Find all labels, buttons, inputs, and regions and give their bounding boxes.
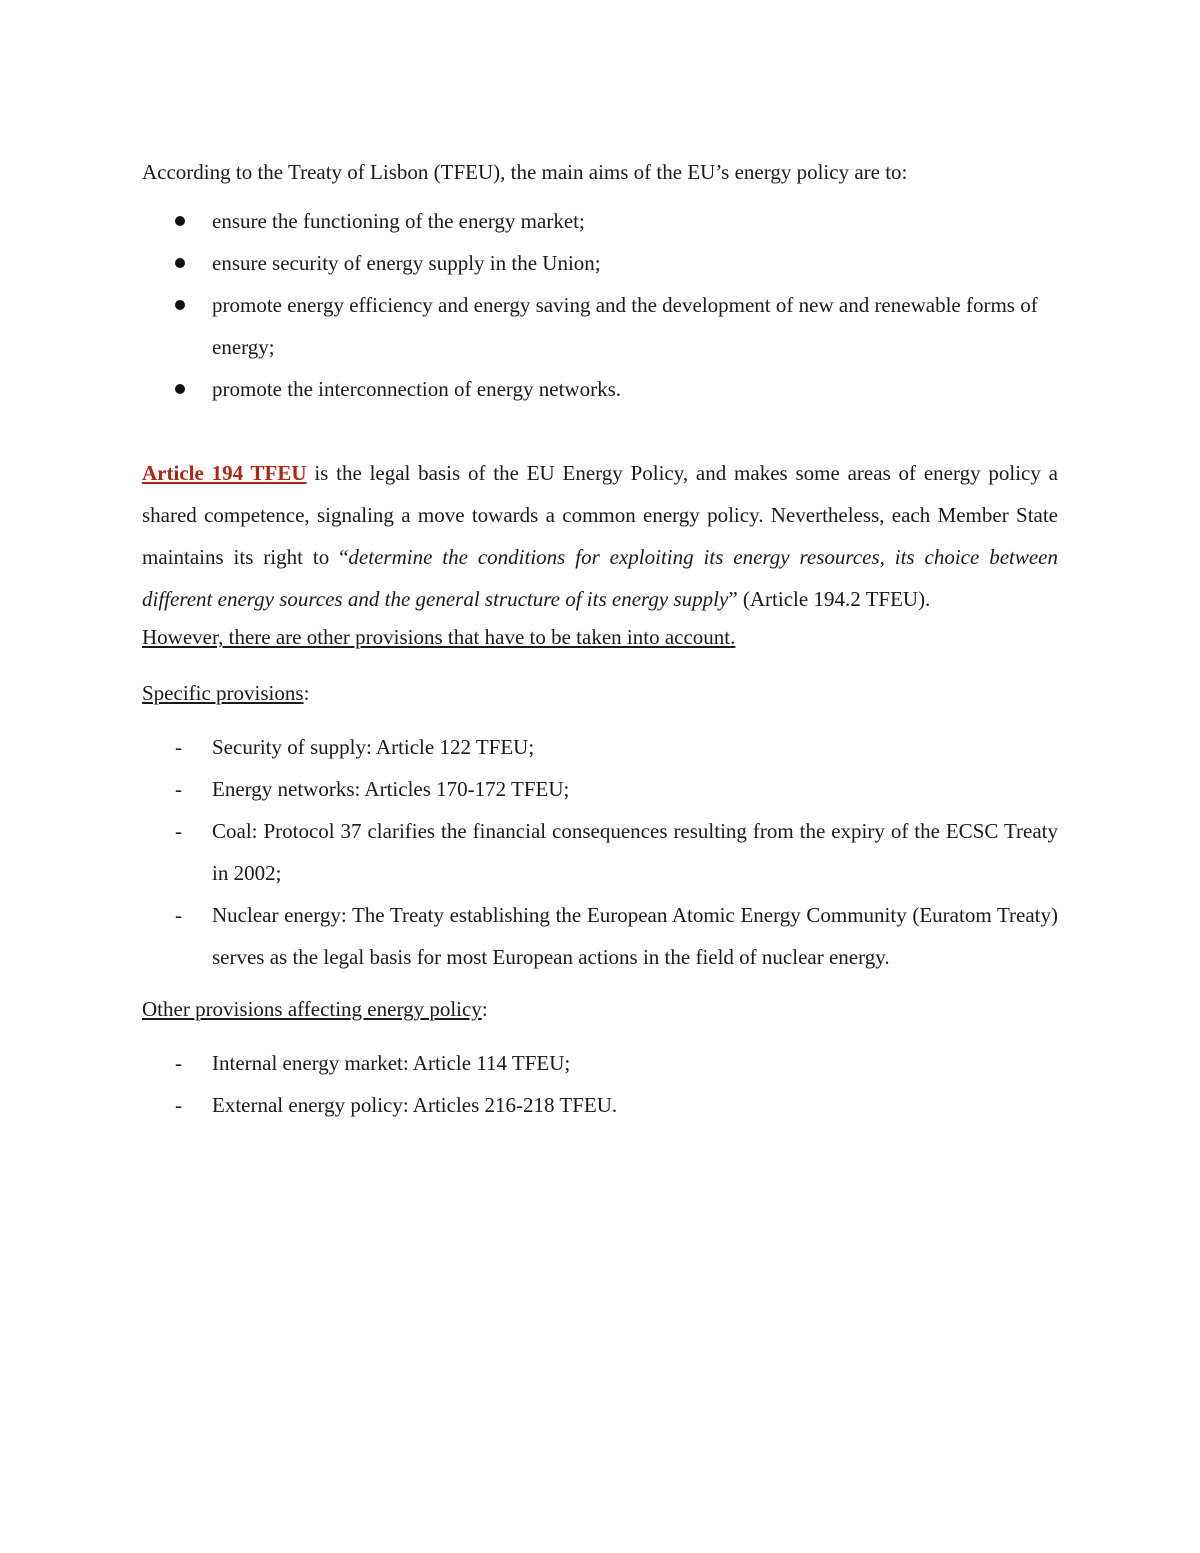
provision-text: Energy networks: Articles 170-172 TFEU; — [212, 777, 570, 801]
provision-text: Nuclear energy: The Treaty establishing the European Atomic Energy Community (Euratom Treaty) serves as the legal basis for most European actions in the field of nuclear energy. — [212, 903, 1058, 969]
list-item — [142, 284, 1058, 368]
aim-text: ensure security of energy supply in the Union; — [212, 251, 601, 275]
article-paragraph — [142, 452, 1058, 620]
bullet-icon — [175, 300, 185, 310]
list-item — [142, 368, 1058, 410]
aims-list — [142, 200, 1058, 410]
list-item — [142, 1042, 1058, 1084]
intro-paragraph: According to the Treaty of Lisbon (TFEU), the main aims of the EU’s energy policy are to: — [142, 160, 908, 184]
aim-text: ensure the functioning of the energy market; — [212, 209, 585, 233]
dash-marker: - — [175, 777, 182, 801]
provision-text: Coal: Protocol 37 clarifies the financial consequences resulting from the expiry of the ECSC Treaty in 2002; — [212, 819, 1058, 885]
specific-provisions-heading — [142, 676, 1058, 710]
other-heading-text: Other provisions affecting energy policy — [142, 997, 482, 1021]
list-item — [142, 200, 1058, 242]
list-item — [142, 1084, 1058, 1126]
other-heading-colon: : — [481, 997, 488, 1021]
specific-provisions-list — [142, 726, 1058, 978]
however-text: However, there are other provisions that have to be taken into account — [142, 625, 731, 649]
however-line — [142, 620, 1058, 654]
bullet-icon — [175, 216, 185, 226]
other-provisions-heading — [142, 992, 1058, 1026]
article-text-before: is the legal basis of the EU Energy Policy, and makes some areas of energy policy a shared competence, signaling a move towards a common energy policy. Nevertheless, each Member State maintains its right to “ — [142, 461, 1058, 569]
list-item — [142, 726, 1058, 768]
aim-text: promote the interconnection of energy networks. — [212, 377, 621, 401]
article-quote: determine the conditions for exploiting its energy resources, its choice between different energy sources and the general structure of its energy supply — [142, 545, 1059, 611]
list-item — [142, 768, 1058, 810]
provision-text: External energy policy: Articles 216-218 TFEU. — [212, 1093, 618, 1117]
dash-marker: - — [175, 819, 182, 843]
provision-text: Security of supply: Article 122 TFEU; — [212, 735, 535, 759]
list-item — [142, 242, 1058, 284]
article-reference-link[interactable]: Article 194 TFEU — [142, 461, 307, 485]
specific-heading-colon: : — [303, 681, 310, 705]
document-page — [142, 156, 1058, 1126]
bullet-icon — [175, 258, 185, 268]
dash-marker: - — [175, 903, 182, 927]
bullet-icon — [175, 384, 185, 394]
dash-marker: - — [175, 1093, 182, 1117]
list-item — [142, 810, 1058, 894]
list-item — [142, 894, 1058, 978]
aim-text: promote energy efficiency and energy saving and the development of new and renewable forms of energy; — [212, 293, 1038, 359]
article-text-after: ” (Article 194.2 TFEU). — [728, 587, 931, 611]
other-provisions-list — [142, 1042, 1058, 1126]
provision-text: Internal energy market: Article 114 TFEU; — [212, 1051, 571, 1075]
however-period: . — [730, 625, 736, 649]
dash-marker: - — [175, 735, 182, 759]
dash-marker: - — [175, 1051, 182, 1075]
specific-heading-text: Specific provisions — [142, 681, 304, 705]
